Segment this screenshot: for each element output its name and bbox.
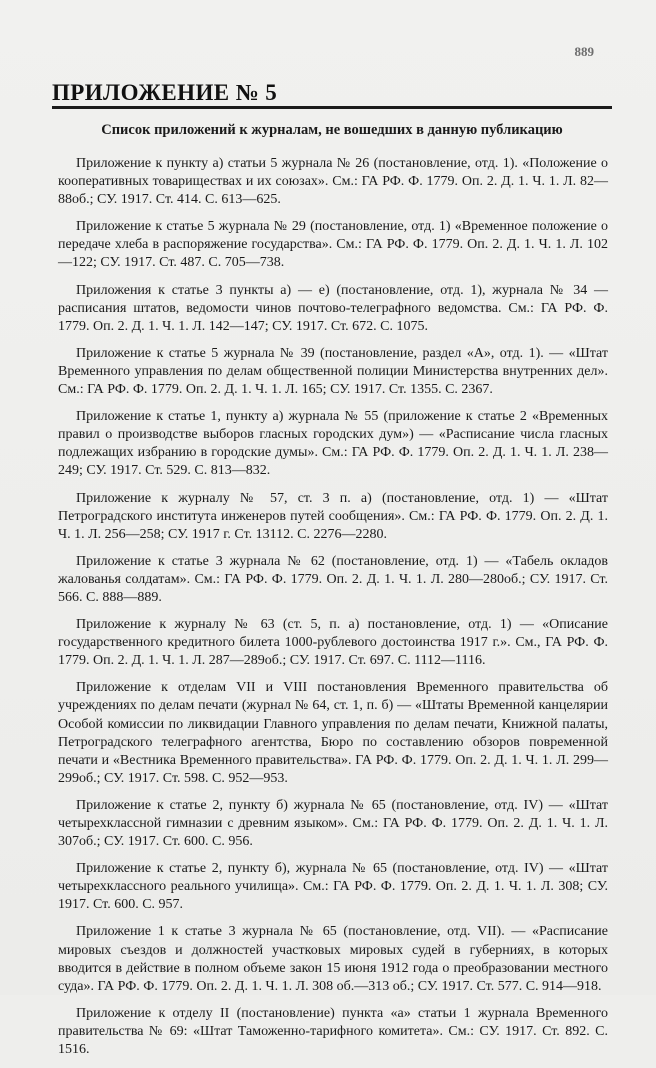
appendix-entry: Приложение к отделам VII и VIII постановления Временного правительства об учреждениях по делам печати (журнал № 64, ст. 1, п. б) — «Штаты Временной канцелярии Особой комиссии по ликвидации Главного управления по делам печати, Книжной палаты, Петроградского телеграфного агентства, Бюро по составлению обзоров повременной печати и «Вестника Временного правительства». ГА РФ. Ф. 1779. Оп. 2. Д. 1. Ч. 1. Л. 299—299об.; СУ. 1917. Ст. 598. С. 952—953. [58, 680, 608, 786]
appendix-entry: Приложение к пункту а) статьи 5 журнала № 26 (постановление, отд. 1). «Положение о кооперативных товариществах и их союзах». См.: ГА РФ. Ф. 1779. Оп. 2. Д. 1. Ч. 1. Л. 82—88об.; СУ. 1917. Ст. 414. С. 613—625. [58, 156, 608, 208]
appendix-entry: Приложение к статье 3 журнала № 62 (постановление, отд. 1) — «Табель окладов жалованья солдатам». См.: ГА РФ. Ф. 1779. Оп. 2. Д. 1. Ч. 1. Л. 280—280об.; СУ. 1917. Ст. 566. С. 888—889. [58, 553, 608, 605]
appendix-entry: Приложение к статье 5 журнала № 39 (постановление, раздел «А», отд. 1). — «Штат Временного управления по делам общественной полиции Министерства внутренних дел». См.: ГА РФ. Ф. 1779. Оп. 2. Д. 1. Ч. 1. Л. 165; СУ. 1917. Ст. 1355. С. 2367. [58, 345, 608, 398]
heading-rule [52, 106, 612, 109]
appendix-subtitle: Список приложений к журналам, не вошедших в данную публикацию [101, 122, 563, 138]
appendix-heading: ПРИЛОЖЕНИЕ № 5 [52, 80, 278, 105]
appendix-entry: Приложение 1 к статье 3 журнала № 65 (постановление, отд. VII). — «Расписание мировых съездов и должностей участковых мировых судей в губерниях, в которых вводится в действие в полном объеме закон 15 июня 1912 года о преобразовании местного суда». ГА РФ. Ф. 1779. Оп. 2. Д. 1. Ч. 1. Л. 308 об.—313 об.; СУ. 1917. Ст. 577. С. 914—918. [58, 924, 608, 994]
appendix-entry-list [58, 155, 608, 1068]
appendix-entry: Приложения к статье 3 пункты а) — е) (постановление, отд. 1), журнала № 34 — расписания штатов, ведомости чинов почтово-телеграфного ведомства. См.: ГА РФ. Ф. 1779. Оп. 2. Д. 1. Ч. 1. Л. 142—147; СУ. 1917. Ст. 672. С. 1075. [58, 282, 608, 334]
appendix-entry: Приложение к статье 2, пункту б) журнала № 65 (постановление, отд. IV) — «Штат четырехклассной гимназии с древним языком». См.: ГА РФ. Ф. 1779. Оп. 2. Д. 1. Ч. 1. Л. 307об.; СУ. 1917. Ст. 600. С. 956. [58, 797, 608, 850]
appendix-entry: Приложение к статье 2, пункту б), журнала № 65 (постановление, отд. IV) — «Штат четырехклассного реального училища». См.: ГА РФ. Ф. 1779. Оп. 2. Д. 1. Ч. 1. Л. 308; СУ. 1917. Ст. 600. С. 957. [58, 861, 608, 913]
appendix-entry: Приложение к отделу II (постановление) пункта «а» статьи 1 журнала Временного правительства № 69: «Штат Таможенно-тарифного комитета». См.: СУ. 1917. Ст. 892. С. 1516. [58, 1005, 608, 1058]
page-number: 889 [574, 44, 594, 59]
appendix-entry: Приложение к статье 5 журнала № 29 (постановление, отд. 1) «Временное положение о передаче хлеба в распоряжение государства». См.: ГА РФ. Ф. 1779. Оп. 2. Д. 1. Ч. 1. Л. 102—122; СУ. 1917. Ст. 487. С. 705—738. [58, 219, 608, 271]
appendix-entry: Приложение к журналу № 63 (ст. 5, п. а) постановление, отд. 1) — «Описание государственного кредитного билета 1000-рублевого достоинства 1917 г.». См., ГА РФ. Ф. 1779. Оп. 2. Д. 1. Ч. 1. Л. 287—289об.; СУ. 1917. Ст. 697. С. 1112—1116. [58, 617, 608, 669]
appendix-entry: Приложение к статье 1, пункту а) журнала № 55 (приложение к статье 2 «Временных правил о производстве выборов гласных городских дум») — «Расписание числа гласных подлежащих избранию в городские думы». См.: ГА РФ. Ф. 1779. Оп. 2. Д. 1. Ч. 1. Л. 238—249; СУ. 1917. Ст. 529. С. 813—832. [58, 409, 608, 479]
appendix-entry: Приложение к журналу № 57, ст. 3 п. а) (постановление, отд. 1) — «Штат Петроградского института инженеров путей сообщения». См.: ГА РФ. Ф. 1779. Оп. 2. Д. 1. Ч. 1. Л. 256—258; СУ. 1917 г. Ст. 13112. С. 2276—2280. [58, 490, 608, 542]
